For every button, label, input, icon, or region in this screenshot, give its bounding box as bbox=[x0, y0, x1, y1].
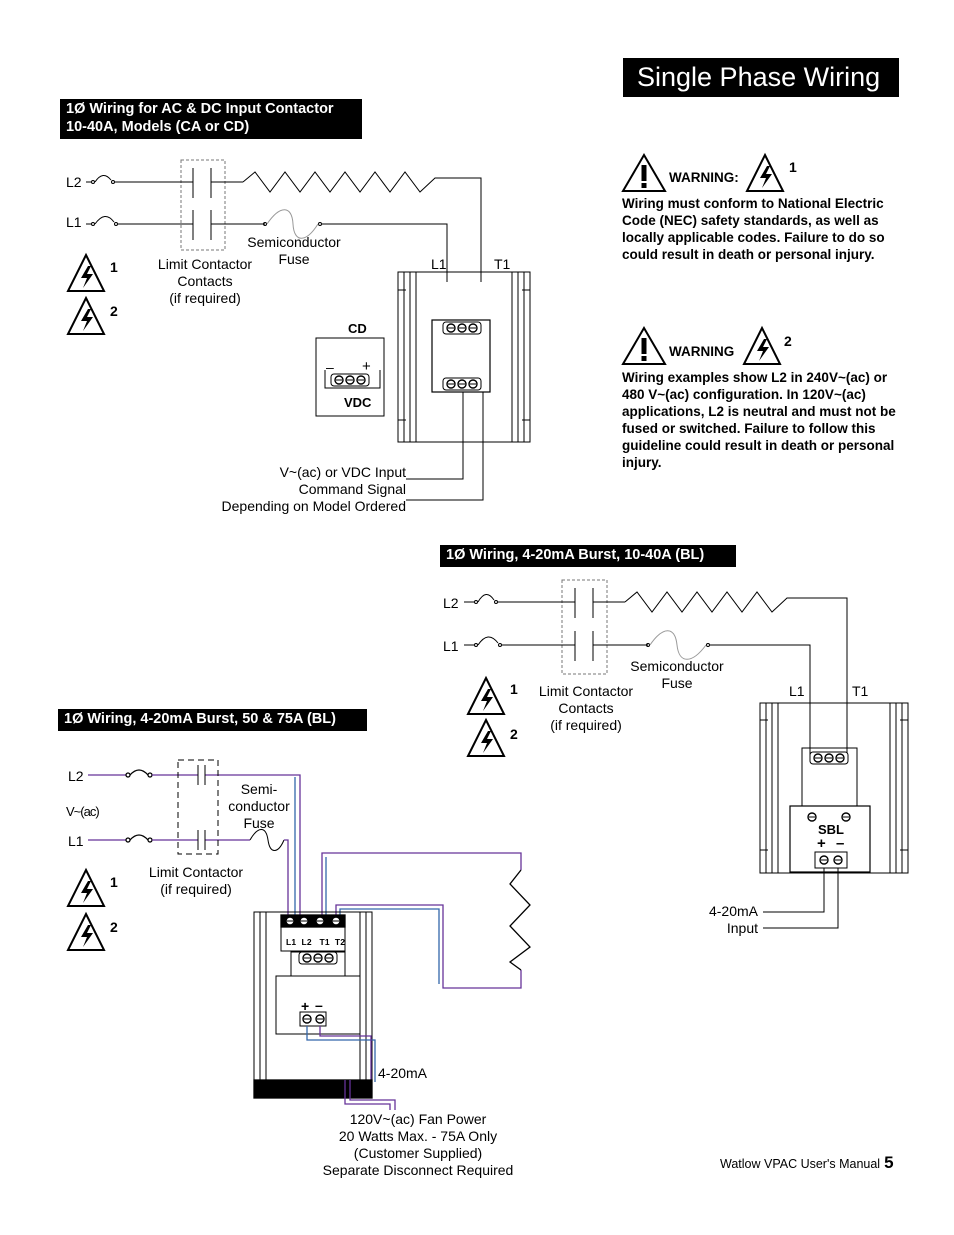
s1-input-line1: V~(ac) or VDC Input bbox=[279, 464, 406, 480]
page-title: Single Phase Wiring bbox=[623, 58, 899, 97]
s2-input-line2: Input bbox=[726, 920, 758, 936]
s2-contactor-line2: Contacts bbox=[558, 700, 614, 716]
s1-input-line3: Depending on Model Ordered bbox=[221, 498, 406, 514]
s1-terminal-l1: L1 bbox=[431, 256, 447, 272]
shock-icon-s3-2 bbox=[68, 914, 104, 950]
s2-warn-ref2: 2 bbox=[510, 726, 518, 742]
s3-fan-line3: (Customer Supplied) bbox=[353, 1145, 483, 1161]
s3-fan-line2: 20 Watts Max. - 75A Only bbox=[338, 1128, 498, 1144]
s3-fan-label bbox=[298, 1111, 538, 1179]
s2-fuse-line2: Fuse bbox=[661, 675, 693, 691]
s1-l2-label: L2 bbox=[66, 174, 82, 190]
warning2-text: Wiring examples show L2 in 240V~(ac) or 480 V~(ac) configuration. In 120V~(ac) applications, L2 is neutral and must not be fused or switched. Failure to follow this guideline could result in death or personal injury. bbox=[622, 370, 896, 470]
s1-terminal-t1: T1 bbox=[494, 256, 511, 272]
warning2-ref: 2 bbox=[784, 333, 792, 349]
s1-contactor-line1: Limit Contactor bbox=[157, 256, 253, 272]
s1-warn-ref2: 2 bbox=[110, 303, 118, 319]
s2-contactor-label bbox=[526, 683, 646, 734]
s2-l1-label: L1 bbox=[443, 638, 459, 654]
section1-heading-line1: 1Ø Wiring for AC & DC Input Contactor bbox=[66, 101, 334, 117]
shock-icon-warning-1 bbox=[747, 155, 783, 191]
section1-heading bbox=[60, 99, 362, 139]
s3-contactor-line2: (if required) bbox=[160, 881, 232, 897]
s3-contactor-line1: Limit Contactor bbox=[148, 864, 244, 880]
s1-contactor-line2: Contacts bbox=[177, 273, 233, 289]
s3-terminals-label: L1 L2 T1 T2 bbox=[286, 937, 346, 947]
s2-plus: + bbox=[817, 835, 826, 852]
s1-cd-label: CD bbox=[348, 321, 367, 336]
s1-fuse-line2: Fuse bbox=[278, 251, 310, 267]
shock-icon-warning-2 bbox=[744, 328, 780, 364]
s3-vac-label: V~(ac) bbox=[66, 804, 99, 819]
s3-fuse-line2: conductor bbox=[228, 798, 290, 814]
shock-icon-s3-1 bbox=[68, 870, 104, 906]
s1-l1-label: L1 bbox=[66, 214, 82, 230]
s3-minus: – bbox=[315, 997, 323, 1013]
s3-fan-line1: 120V~(ac) Fan Power bbox=[349, 1111, 487, 1127]
s3-l1-label: L1 bbox=[68, 833, 84, 849]
page-footer bbox=[720, 1153, 894, 1173]
s2-terminal-l1: L1 bbox=[789, 683, 805, 699]
s3-signal-label: 4-20mA bbox=[378, 1065, 428, 1081]
s3-fan-line4: Separate Disconnect Required bbox=[322, 1162, 514, 1178]
shock-icon-s1-1 bbox=[68, 255, 104, 291]
section3-heading: 1Ø Wiring, 4-20mA Burst, 50 & 75A (BL) bbox=[58, 709, 367, 731]
section2-diagram bbox=[464, 580, 908, 928]
s3-l2-label: L2 bbox=[68, 768, 84, 784]
s2-l2-label: L2 bbox=[443, 595, 459, 611]
s3-warn-ref2: 2 bbox=[110, 919, 118, 935]
s2-input-line1: 4-20mA bbox=[708, 903, 758, 919]
s3-fuse-line1: Semi- bbox=[240, 781, 278, 797]
s2-input-label bbox=[680, 903, 758, 937]
s2-minus: – bbox=[836, 835, 845, 852]
s2-sbl-label: SBL bbox=[818, 822, 844, 837]
s3-plus: + bbox=[301, 998, 310, 1014]
shock-icon-s2-2 bbox=[468, 720, 504, 756]
s1-contactor-line3: (if required) bbox=[169, 290, 241, 306]
footer-text: Watlow VPAC User's Manual bbox=[720, 1157, 881, 1171]
s1-minus: – bbox=[326, 359, 334, 375]
section2-heading: 1Ø Wiring, 4-20mA Burst, 10-40A (BL) bbox=[440, 545, 736, 567]
s2-fuse-line1: Semiconductor bbox=[630, 658, 724, 674]
section1-diagram bbox=[86, 160, 530, 500]
s1-fuse-line1: Semiconductor bbox=[247, 234, 341, 250]
s2-warn-ref1: 1 bbox=[510, 681, 518, 697]
s3-fuse-label bbox=[222, 781, 296, 832]
s1-plus: + bbox=[362, 358, 371, 375]
shock-icon-s2-1 bbox=[468, 678, 504, 714]
s1-input-label bbox=[180, 464, 406, 515]
s3-contactor-label bbox=[136, 864, 256, 898]
s3-warn-ref1: 1 bbox=[110, 874, 118, 890]
s2-terminal-t1: T1 bbox=[852, 683, 869, 699]
s1-vdc-label: VDC bbox=[344, 395, 372, 410]
shock-icon-s1-2 bbox=[68, 298, 104, 334]
warning2-label: WARNING bbox=[669, 344, 735, 359]
s1-warn-ref1: 1 bbox=[110, 259, 118, 275]
warning-exclamation-icon-2 bbox=[623, 328, 665, 364]
warning-exclamation-icon-1 bbox=[623, 155, 665, 191]
s1-contactor-label bbox=[145, 256, 265, 307]
warning1-label: WARNING: bbox=[669, 170, 739, 185]
s2-contactor-line3: (if required) bbox=[550, 717, 622, 733]
page-number: 5 bbox=[884, 1153, 894, 1172]
section1-heading-line2: 10-40A, Models (CA or CD) bbox=[66, 119, 250, 135]
warning1-ref: 1 bbox=[789, 159, 797, 175]
s3-fuse-line3: Fuse bbox=[243, 815, 275, 831]
s1-input-line2: Command Signal bbox=[298, 481, 406, 497]
s2-contactor-line1: Limit Contactor bbox=[538, 683, 634, 699]
warning1-text: Wiring must conform to National Electric Code (NEC) safety standards, as well as locally applicable codes. Failure to do so could result in death or personal injury. bbox=[622, 196, 885, 262]
